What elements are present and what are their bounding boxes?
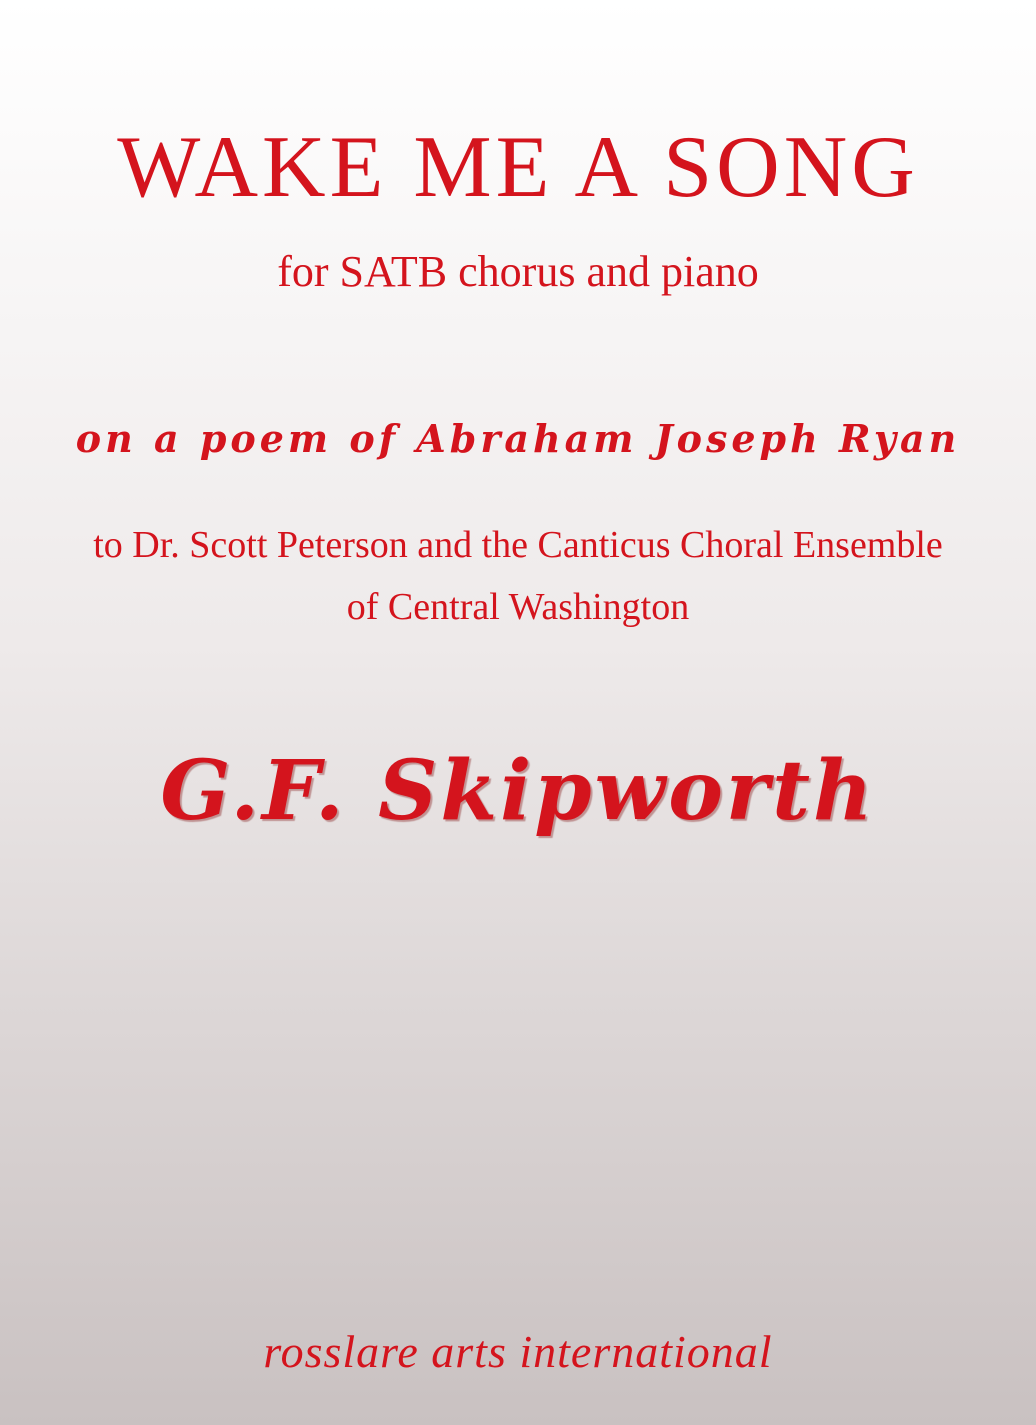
dedication-line-2: of Central Washington	[346, 586, 690, 628]
composer-name: G.F. Skipworth	[160, 743, 876, 839]
cover-subtitle: for SATB chorus and piano	[277, 247, 759, 296]
publisher-name: rosslare arts international	[263, 1326, 773, 1377]
dedication	[0, 514, 1036, 638]
poem-credit: on a poem of Abraham Joseph Ryan	[75, 416, 961, 461]
cover-title: WAKE ME A SONG	[117, 119, 919, 216]
dedication-line-1: to Dr. Scott Peterson and the Canticus Choral Ensemble	[93, 524, 943, 566]
